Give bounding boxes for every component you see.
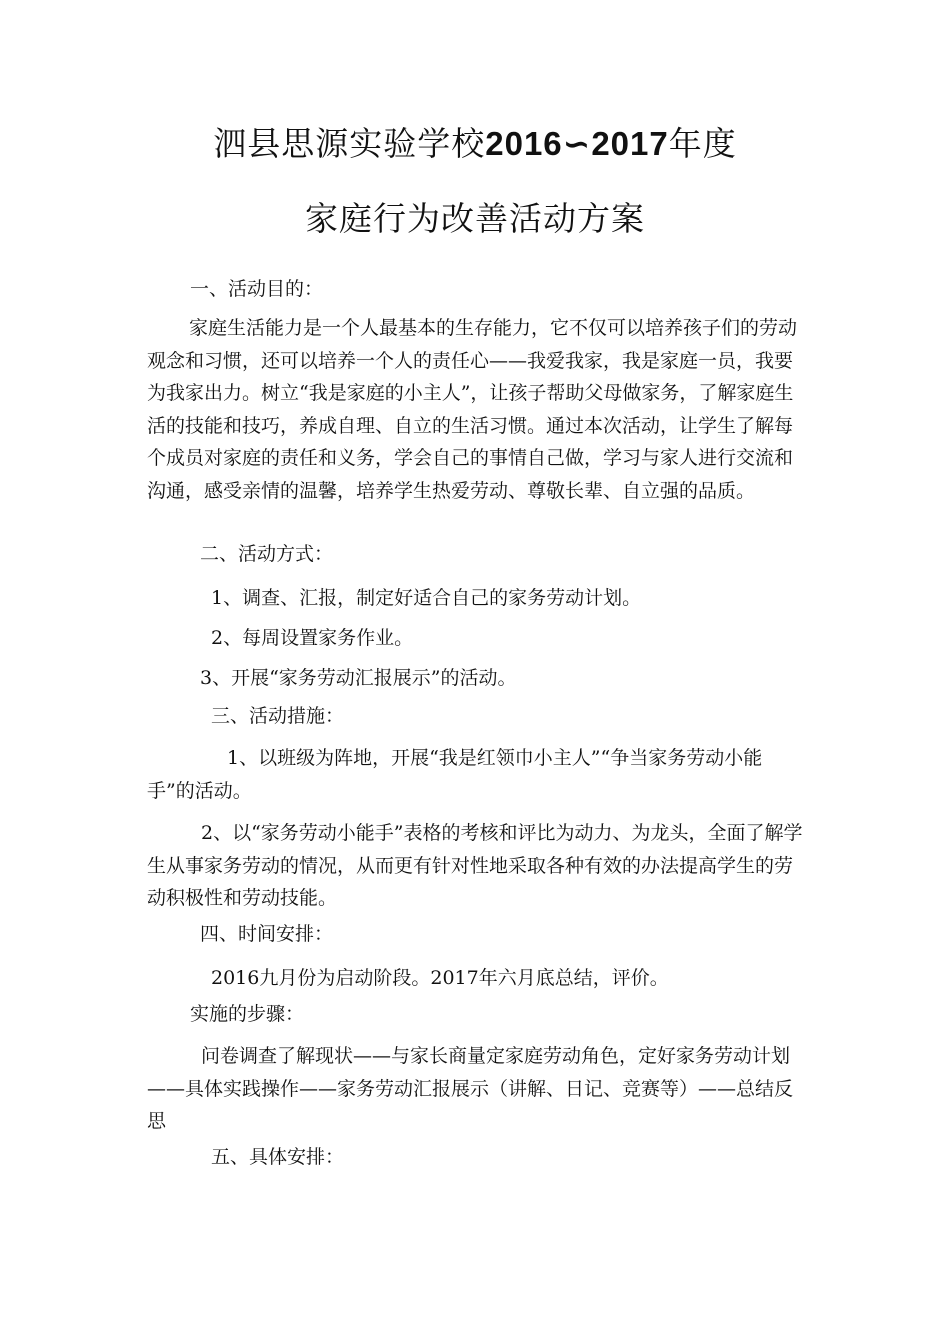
document-title-line-2: 家庭行为改善活动方案 [305,199,645,238]
section-2-item-3: 3、开展“家务劳动汇报展示”的活动。 [200,667,517,689]
section-4-heading: 四、时间安排： [200,923,334,945]
section-2-heading: 二、活动方式： [200,543,334,565]
title-years: 2016∽2017 [485,125,669,162]
section-4-steps-body: 问卷调查了解现状——与家长商量定家庭劳动角色，定好家务劳动计划——具体实践操作——家务劳动汇报展示（讲解、日记、竞赛等）——总结反思 [147,1045,794,1132]
section-3-heading: 三、活动措施： [211,705,345,727]
section-5-heading: 五、具体安排： [211,1146,345,1168]
document-title-line-1 [0,118,950,165]
section-2-item-1: 1、调查、汇报，制定好适合自己的家务劳动计划。 [211,587,642,609]
section-4-time: 2016九月份为启动阶段。2017年六月底总结，评价。 [211,967,669,989]
section-3-item-1: 1、以班级为阵地，开展“我是红领巾小主人”“争当家务劳动小能手”的活动。 [147,747,763,802]
section-4-steps-heading: 实施的步骤： [190,1003,305,1025]
title-school-name: 泗县思源实验学校 [213,124,486,163]
section-2-item-2: 2、每周设置家务作业。 [211,627,414,649]
section-1-body: 家庭生活能力是一个人最基本的生存能力，它不仅可以培养孩子们的劳动观念和习惯，还可以培养一个人的责任心——我爱我家，我是家庭一员，我要为我家出力。树立“我是家庭的小主人”，让孩子帮助父母做家务，了解家庭生活的技能和技巧，养成自理、自立的生活习惯。通过本次活动，让学生了解每个成员对家庭的责任和义务，学会自己的事情自己做，学习与家人进行交流和沟通，感受亲情的温馨，培养学生热爱劳动、尊敬长辈、自立强的品质。 [147,317,798,502]
title-year-suffix: 年度 [668,124,737,163]
section-1-heading: 一、活动目的： [190,278,324,300]
section-3-item-2: 2、以“家务劳动小能手”表格的考核和评比为动力、为龙头，全面了解学生从事家务劳动的情况，从而更有针对性地采取各种有效的办法提高学生的劳动积极性和劳动技能。 [147,822,803,909]
